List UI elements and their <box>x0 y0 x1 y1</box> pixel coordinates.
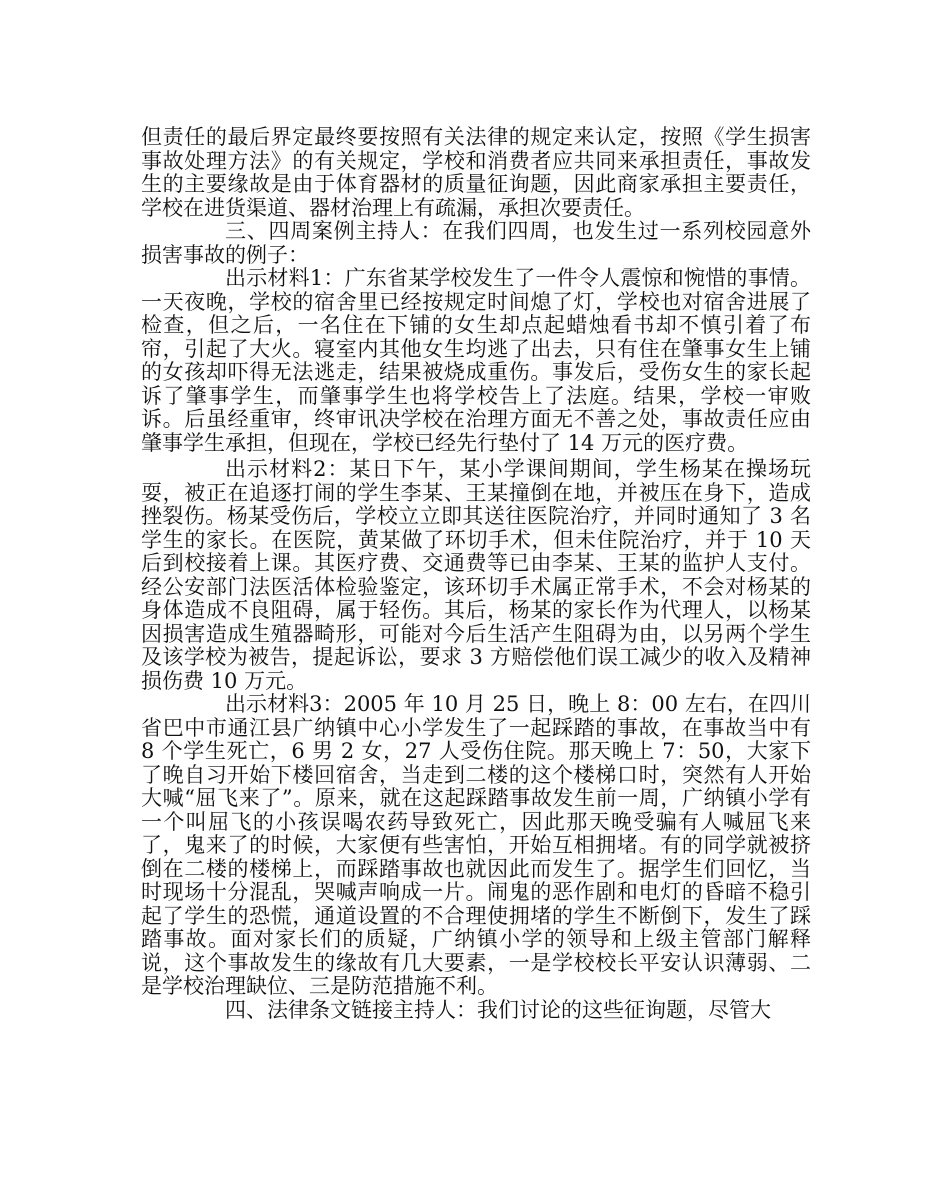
paragraph-material-2: 出示材料2：某日下午，某小学课间期间，学生杨某在操场玩耍，被正在追逐打闹的学生李某、王某撞倒在地，并被压在身下，造成挫裂伤。杨某受伤后，学校立立即其送往医院治疗，并同时通知了 3 名学生的家长。在医院，黄某做了环切手术，但未住院治疗，并于 10 天后到校接着上课。其医疗费、交通费等已由李某、王某的监护人支付。经公安部门法医活体检验鉴定，该环切手术属正常手术，不会对杨某的身体造成不良阻碍，属于轻伤。其后，杨某的家长作为代理人，以杨某因损害造成生殖器畸形，可能对今后生活产生阻碍为由，以另两个学生及该学校为被告，提起诉讼，要求 3 方赔偿他们误工减少的收入及精神损伤费 10 万元。 <box>141 457 811 693</box>
paragraph-liability-conclusion: 但责任的最后界定最终要按照有关法律的规定来认定，按照《学生损害事故处理方法》的有关规定，学校和消费者应共同来承担责任，事故发生的主要缘故是由于体育器材的质量征询题，因此商家承担主要责任，学校在进货渠道、器材治理上有疏漏，承担次要责任。 <box>141 125 811 220</box>
paragraph-material-1: 出示材料1：广东省某学校发生了一件令人震惊和惋惜的事情。一天夜晚，学校的宿舍里已经按规定时间熄了灯，学校也对宿舍进展了检查，但之后，一名住在下铺的女生却点起蜡烛看书却不慎引着了布帘，引起了大火。寝室内其他女生均逃了出去，只有住在肇事女生上铺的女孩却吓得无法逃走，结果被烧成重伤。事发后，受伤女生的家长起诉了肇事学生，而肇事学生也将学校告上了法庭。结果，学校一审败诉。后虽经重审，终审讯决学校在治理方面无不善之处，事故责任应由肇事学生承担，但现在，学校已经先行垫付了 14 万元的医疗费。 <box>141 266 811 455</box>
paragraph-section-three-heading: 三、四周案例主持人：在我们四周，也发生过一系列校园意外损害事故的例子： <box>141 219 811 267</box>
paragraph-material-3: 出示材料3：2005 年 10 月 25 日，晚上 8：00 左右，在四川省巴中市通江县广纳镇中心小学发生了一起踩踏的事故，在事故当中有 8 个学生死亡，6 男 2 女，27 人受伤住院。那天晚上 7：50，大家下了晚自习开始下楼回宿舍，当走到二楼的这个楼梯口时，突然有人开始大喊“屈飞来了”。原来，就在这起踩踏事故发生前一周，广纳镇小学有一个叫屈飞的小孩误喝农药导致死亡，因此那天晚受骗有人喊屈飞来了，鬼来了的时候，大家便有些害怕，开始互相拥堵。有的同学就被挤倒在二楼的楼梯上，而踩踏事故也就因此而发生了。据学生们回忆，当时现场十分混乱，哭喊声响成一片。闹鬼的恶作剧和电灯的昏暗不稳引起了学生的恐慌，通道设置的不合理使拥堵的学生不断倒下，发生了踩踏事故。面对家长们的质疑，广纳镇小学的领导和上级主管部门解释说，这个事故发生的缘故有几大要素，一是学校校长平安认识薄弱、二是学校治理缺位、三是防范措施不利。 <box>141 692 811 998</box>
document-page <box>141 126 811 1022</box>
paragraph-section-four-heading: 四、法律条文链接主持人：我们讨论的这些征询题，尽管大 <box>225 997 771 1022</box>
